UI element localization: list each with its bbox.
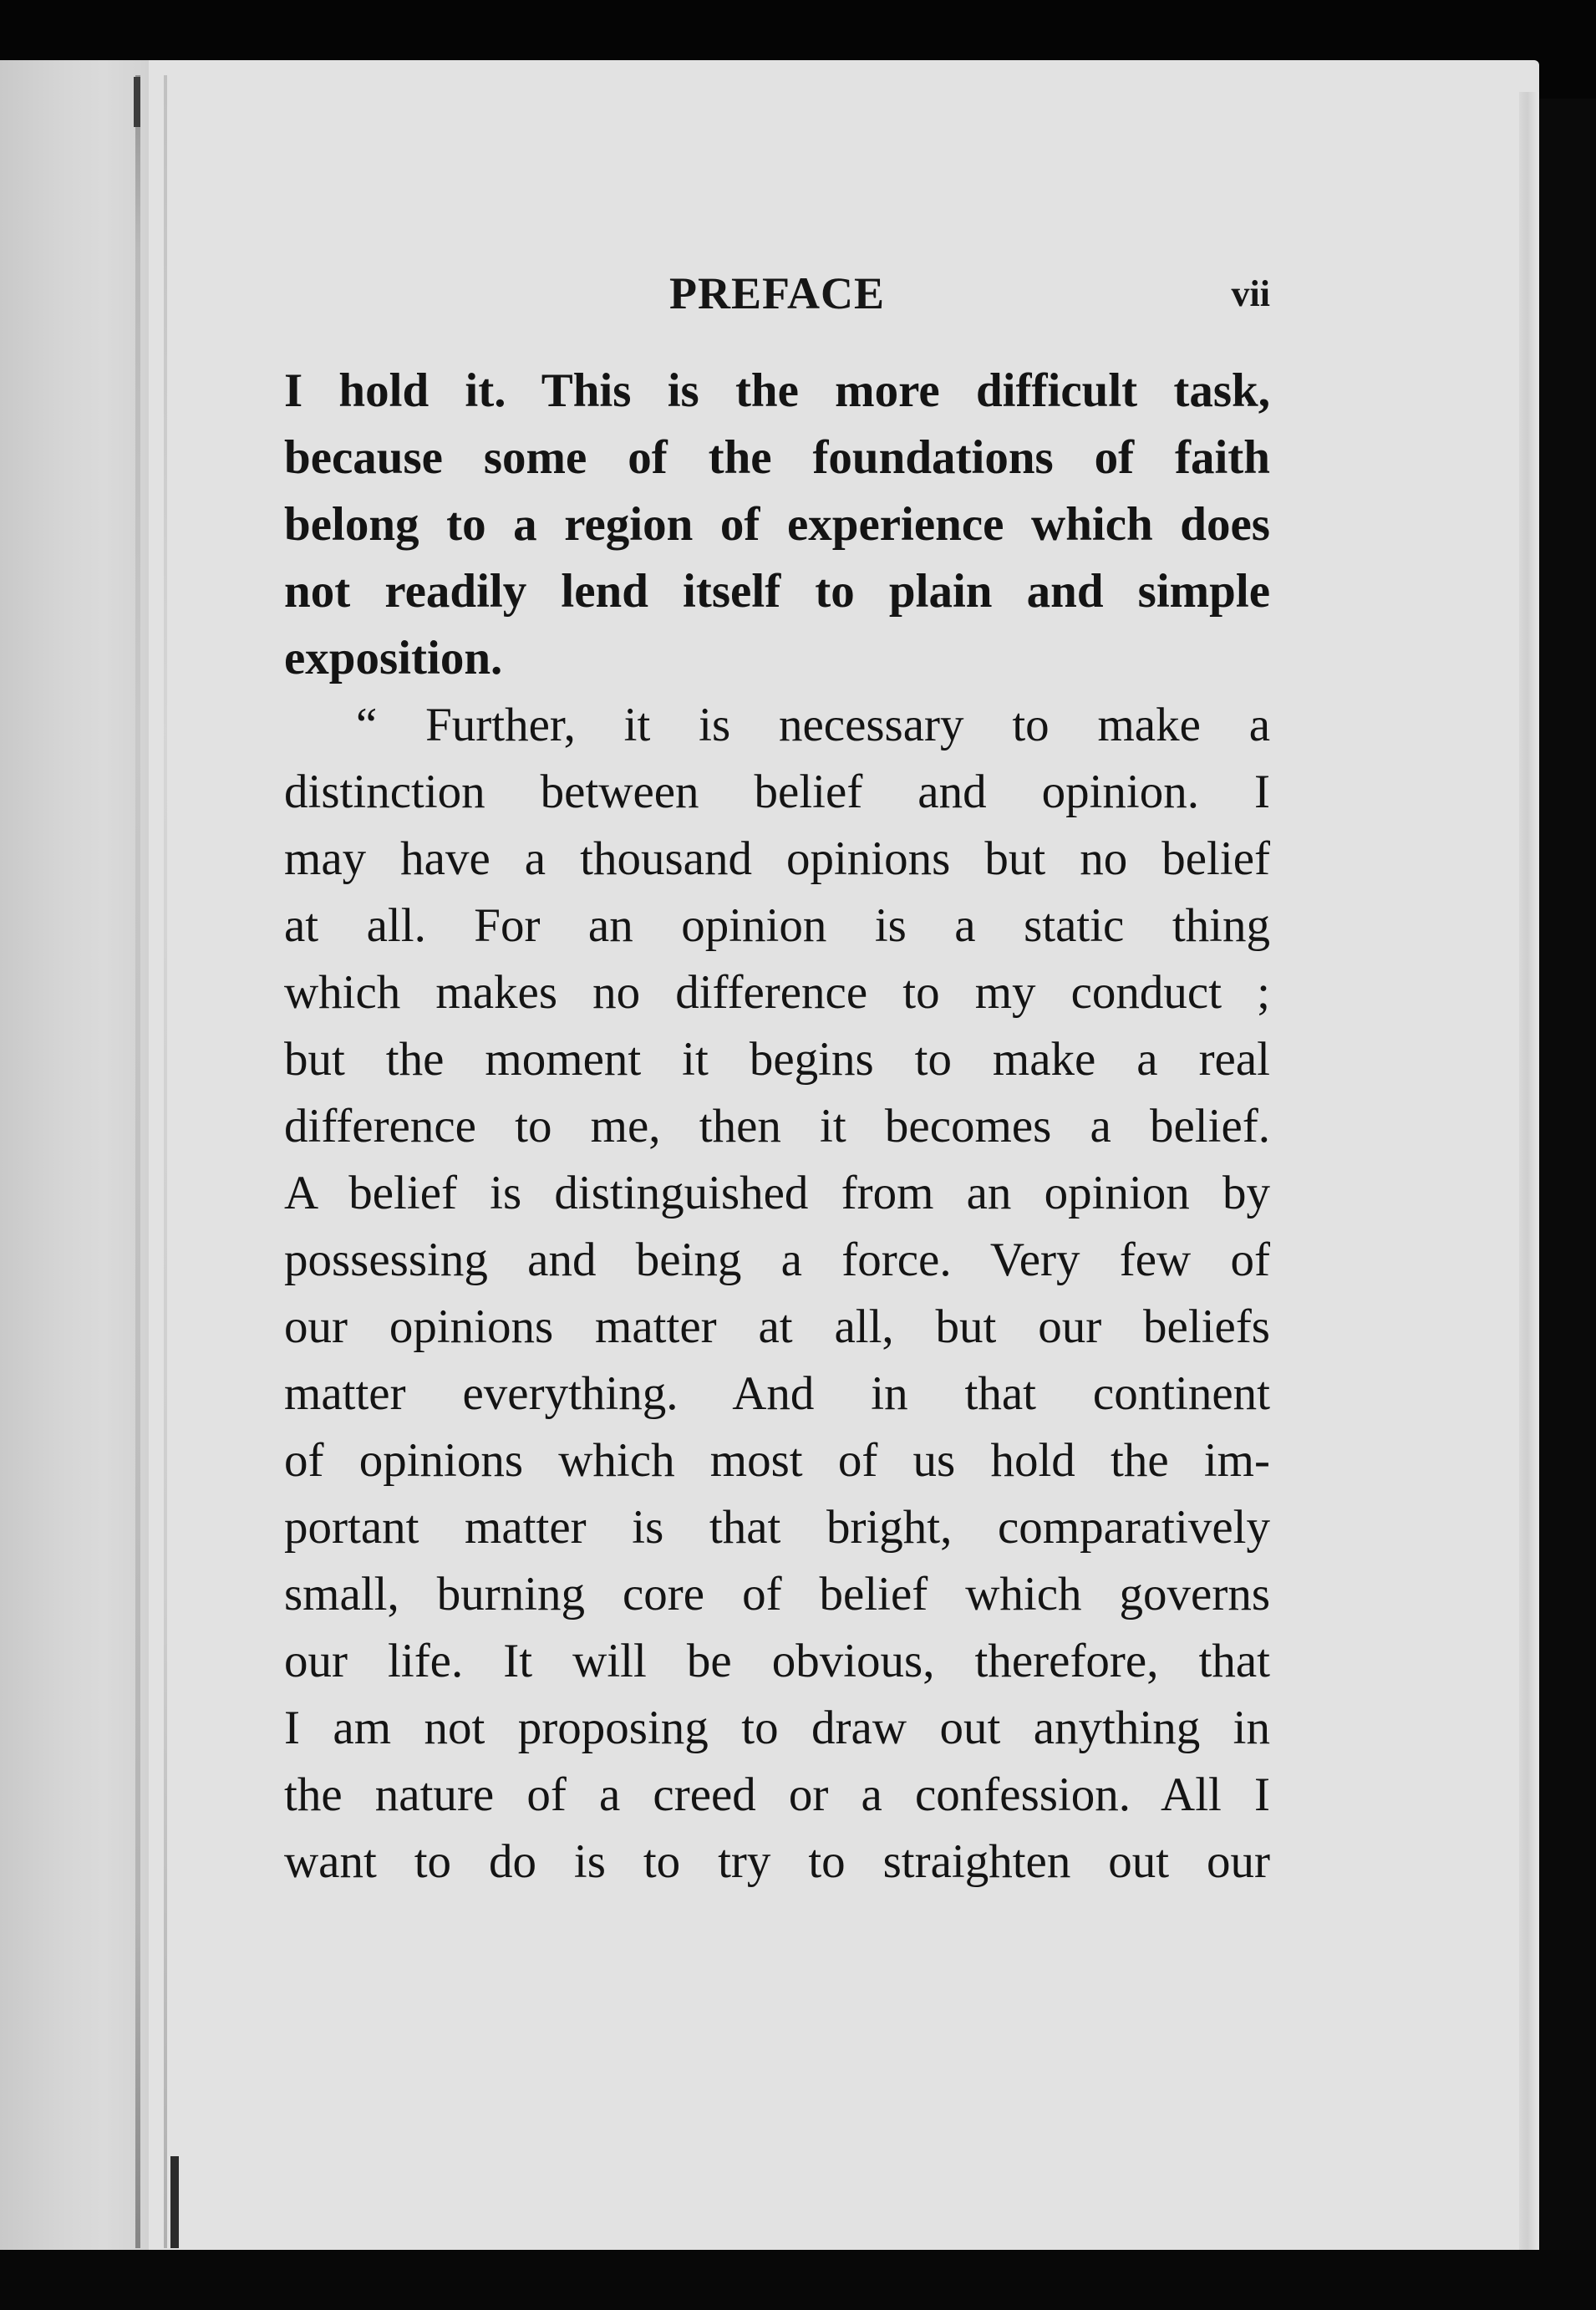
text-line: I am not proposing to draw out anything in [284, 1702, 1270, 1754]
text-line: matter everything. And in that continent [284, 1367, 1270, 1420]
page-edge [1519, 92, 1539, 2250]
text-line: of opinions which most of us hold the im- [284, 1434, 1270, 1487]
text-line: A belief is distinguished from an opinion by [284, 1167, 1270, 1219]
text-line: which makes no difference to my conduct ; [284, 966, 1270, 1019]
paragraph-1 [284, 358, 1270, 692]
text-line: possessing and being a force. Very few of [284, 1234, 1270, 1286]
bottom-shadow [0, 2250, 1596, 2310]
running-title: PREFACE [669, 268, 885, 318]
text-line: want to do is to try to straighten out our [284, 1835, 1270, 1888]
text-line: because some of the foundations of faith [284, 431, 1270, 484]
text-line: portant matter is that bright, comparatively [284, 1501, 1270, 1554]
text-line: our opinions matter at all, but our beliefs [284, 1300, 1270, 1353]
text-line: but the moment it begins to make a real [284, 1033, 1270, 1086]
paragraph-2 [284, 692, 1270, 1895]
right-shadow [1539, 99, 1596, 2310]
binding-gutter [0, 60, 149, 2250]
text-line: not readily lend itself to plain and simple [284, 565, 1270, 618]
text-line: may have a thousand opinions but no belief [284, 832, 1270, 885]
text-line: our life. It will be obvious, therefore, that [284, 1635, 1270, 1687]
gutter-shadow-line [135, 75, 140, 2248]
text-line: belong to a region of experience which does [284, 498, 1270, 551]
text-line: exposition. [284, 632, 503, 684]
text-line: “ Further, it is necessary to make a [356, 699, 1270, 751]
text-line: distinction between belief and opinion. I [284, 766, 1270, 818]
body-text [284, 358, 1270, 1895]
text-line: I hold it. This is the more difficult task, [284, 364, 1270, 417]
gutter-mark-top [134, 77, 140, 127]
page-number: vii [1231, 273, 1270, 314]
running-head [284, 267, 1270, 343]
text-line: small, burning core of belief which governs [284, 1568, 1270, 1621]
text-line: at all. For an opinion is a static thing [284, 899, 1270, 952]
text-line: difference to me, then it becomes a belief. [284, 1100, 1270, 1152]
text-line: the nature of a creed or a confession. All I [284, 1768, 1270, 1821]
gutter-fold-line [164, 75, 167, 2248]
gutter-mark-bottom [170, 2156, 179, 2248]
